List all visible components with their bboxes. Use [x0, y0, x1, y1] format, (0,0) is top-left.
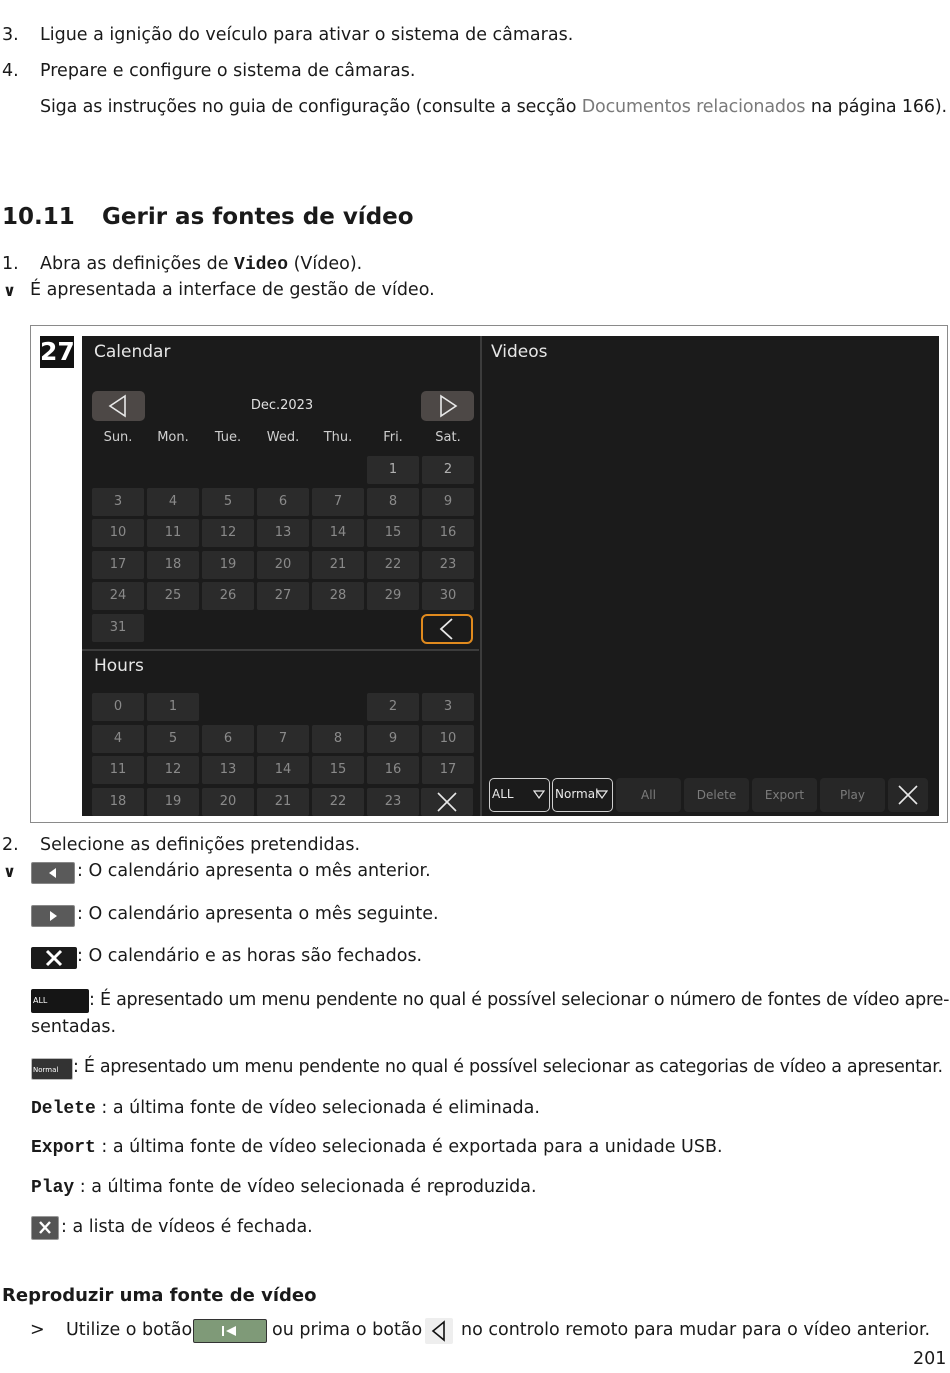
hour-cell[interactable]: 23	[367, 788, 419, 816]
legend-list-close-text: : a lista de vídeos é fechada.	[61, 1217, 313, 1237]
hour-cell[interactable]: 8	[312, 725, 364, 753]
next-month-button[interactable]	[421, 391, 474, 421]
step-4-note	[40, 97, 947, 117]
hour-cell[interactable]: 13	[202, 756, 254, 784]
result-mark: ∨	[3, 281, 16, 300]
figure-27	[30, 325, 948, 823]
calendar-back-button[interactable]	[421, 614, 473, 644]
instruction-mark: >	[30, 1320, 45, 1340]
calendar-day[interactable]: 3	[92, 488, 144, 516]
calendar-day[interactable]: 16	[422, 519, 474, 547]
page-number: 201	[913, 1349, 947, 1369]
legend-delete	[31, 1098, 540, 1119]
triangle-left-icon	[32, 863, 74, 883]
instruction-part1: Utilize o botão	[66, 1320, 193, 1340]
previous-video-legend-icon	[193, 1319, 267, 1343]
close-icon	[32, 1217, 58, 1239]
triangle-right-icon	[421, 391, 474, 421]
hours-title: Hours	[94, 656, 144, 676]
calendar-day[interactable]: 15	[367, 519, 419, 547]
calendar-day[interactable]: 17	[92, 551, 144, 579]
legend-delete-text: : a última fonte de vídeo selecionada é eliminada.	[95, 1098, 540, 1118]
videos-title: Videos	[491, 342, 548, 362]
play-code: Play	[31, 1178, 75, 1198]
subsection-heading: Reproduzir uma fonte de vídeo	[2, 1285, 317, 1306]
count-dropdown-value: ALL	[492, 787, 514, 801]
step-1-text	[40, 254, 362, 275]
calendar-day[interactable]: 19	[202, 551, 254, 579]
figure-number: 27	[40, 337, 75, 366]
step-4-number: 4.	[2, 61, 19, 81]
calendar-day[interactable]: 4	[147, 488, 199, 516]
select-all-button[interactable]: All	[616, 778, 681, 812]
calendar-day[interactable]: 13	[257, 519, 309, 547]
hour-cell[interactable]: 15	[312, 756, 364, 784]
videos-panel	[480, 336, 941, 816]
hour-cell[interactable]: 19	[147, 788, 199, 816]
delete-code: Delete	[31, 1099, 96, 1119]
dropdown-triangle-icon	[533, 790, 545, 799]
weekday-label: Wed.	[266, 430, 300, 445]
prev-month-button[interactable]	[92, 391, 145, 421]
related-documents-link[interactable]: Documentos relacionados	[581, 97, 806, 117]
calendar-day[interactable]: 20	[257, 551, 309, 579]
play-button[interactable]: Play	[820, 778, 885, 812]
chevron-left-icon	[423, 616, 471, 642]
legend-mark: ∨	[3, 862, 16, 881]
hour-cell[interactable]: 16	[367, 756, 419, 784]
legend-normal-text: : É apresentado um menu pendente no qual é possível selecionar as categorias de vídeo a apresentar.	[73, 1057, 943, 1077]
calendar-day[interactable]: 6	[257, 488, 309, 516]
step-2-text: Selecione as definições pretendidas.	[40, 835, 361, 855]
calendar-day[interactable]: 8	[367, 488, 419, 516]
calendar-day[interactable]: 11	[147, 519, 199, 547]
hour-cell[interactable]: 10	[422, 725, 474, 753]
hour-cell[interactable]: 4	[92, 725, 144, 753]
legend-export	[31, 1137, 723, 1158]
result-1-text: É apresentada a interface de gestão de vídeo.	[30, 280, 435, 300]
instruction-part3: no controlo remoto para mudar para o vídeo anterior.	[461, 1320, 931, 1340]
hour-cell[interactable]: 17	[422, 756, 474, 784]
calendar-day[interactable]: 29	[367, 582, 419, 610]
close-icon	[31, 947, 77, 969]
triangle-right-icon	[32, 906, 74, 926]
close-legend-icon	[31, 947, 77, 969]
month-label: Dec.2023	[250, 398, 314, 413]
calendar-day[interactable]: 22	[367, 551, 419, 579]
note-text-after: na página 166).	[805, 97, 947, 117]
note-text-before: Siga as instruções no guia de configuração (consulte a secção	[40, 97, 582, 117]
export-code: Export	[31, 1138, 96, 1158]
video-code: Video	[234, 255, 289, 275]
close-icon	[421, 788, 473, 816]
hour-cell[interactable]: 7	[257, 725, 309, 753]
close-icon	[888, 778, 928, 812]
calendar-day[interactable]: 27	[257, 582, 309, 610]
calendar-panel	[82, 336, 479, 648]
dropdown-triangle-icon	[596, 790, 608, 799]
category-dropdown[interactable]	[552, 778, 613, 812]
hours-panel	[82, 649, 479, 818]
calendar-day[interactable]: 26	[202, 582, 254, 610]
export-button[interactable]: Export	[752, 778, 817, 812]
calendar-day[interactable]: 5	[202, 488, 254, 516]
calendar-day[interactable]: 23	[422, 551, 474, 579]
step-3-number: 3.	[2, 25, 19, 45]
weekday-label: Sun.	[103, 430, 133, 445]
category-dropdown-value: Normal	[555, 787, 599, 801]
skip-previous-icon	[194, 1320, 266, 1342]
hour-cell[interactable]: 21	[257, 788, 309, 816]
hour-cell[interactable]: 11	[92, 756, 144, 784]
calendar-day[interactable]: 31	[92, 614, 144, 642]
triangle-left-icon	[92, 391, 145, 421]
legend-close-text: : O calendário e as horas são fechados.	[77, 946, 423, 966]
hour-cell[interactable]: 1	[147, 693, 199, 721]
calendar-day[interactable]: 9	[422, 488, 474, 516]
section-heading	[2, 204, 414, 230]
calendar-day[interactable]: 28	[312, 582, 364, 610]
hour-cell[interactable]: 22	[312, 788, 364, 816]
legend-play	[31, 1177, 537, 1198]
close-list-legend-icon	[31, 1216, 59, 1240]
step-1-number: 1.	[2, 254, 19, 274]
calendar-day[interactable]: 7	[312, 488, 364, 516]
step-1-before: Abra as definições de	[40, 254, 235, 274]
hour-cell[interactable]: 5	[147, 725, 199, 753]
legend-prev-text: : O calendário apresenta o mês anterior.	[77, 861, 431, 881]
step-1-after: (Vídeo).	[288, 254, 363, 274]
hour-cell[interactable]: 12	[147, 756, 199, 784]
legend-play-text: : a última fonte de vídeo selecionada é reproduzida.	[74, 1177, 537, 1197]
calendar-day[interactable]: 1	[367, 456, 419, 484]
section-title: Gerir as fontes de vídeo	[102, 204, 414, 230]
weekday-label: Sat.	[435, 430, 461, 445]
weekday-label: Tue.	[214, 430, 242, 445]
calendar-day[interactable]: 21	[312, 551, 364, 579]
hour-cell[interactable]: 2	[367, 693, 419, 721]
normal-dropdown-legend-icon: Normal	[31, 1058, 73, 1080]
calendar-day[interactable]: 24	[92, 582, 144, 610]
next-month-legend-icon	[31, 905, 75, 927]
count-dropdown[interactable]	[489, 778, 550, 812]
calendar-day[interactable]: 12	[202, 519, 254, 547]
weekday-label: Mon.	[157, 430, 189, 445]
delete-button[interactable]: Delete	[684, 778, 749, 812]
weekday-label: Thu.	[323, 430, 353, 445]
video-management-screen	[82, 336, 939, 816]
calendar-day[interactable]: 14	[312, 519, 364, 547]
instruction-part2: ou prima o botão	[272, 1320, 423, 1340]
step-4-text: Prepare e configure o sistema de câmaras.	[40, 61, 416, 81]
close-calendar-button[interactable]	[421, 788, 473, 816]
legend-export-text: : a última fonte de vídeo selecionada é exportada para a unidade USB.	[95, 1137, 723, 1157]
hour-cell[interactable]: 18	[92, 788, 144, 816]
weekday-label: Fri.	[383, 430, 403, 445]
section-number: 10.11	[2, 204, 75, 230]
hour-cell[interactable]: 6	[202, 725, 254, 753]
legend-all-text-line1: : É apresentado um menu pendente no qual é possível selecionar o número de fontes de vídeo apre-	[89, 990, 950, 1010]
hour-cell[interactable]: 9	[367, 725, 419, 753]
close-video-list-button[interactable]	[888, 778, 928, 812]
hour-cell[interactable]: 3	[422, 693, 474, 721]
remote-back-legend-icon	[425, 1318, 453, 1344]
all-dropdown-legend-icon: ALL	[31, 989, 89, 1013]
triangle-left-icon	[425, 1318, 453, 1344]
step-2-number: 2.	[2, 835, 19, 855]
calendar-day[interactable]: 2	[422, 456, 474, 484]
calendar-title: Calendar	[94, 342, 171, 362]
calendar-day[interactable]: 18	[147, 551, 199, 579]
calendar-day[interactable]: 25	[147, 582, 199, 610]
legend-next-text: : O calendário apresenta o mês seguinte.	[77, 904, 439, 924]
hour-cell[interactable]: 0	[92, 693, 144, 721]
hour-cell[interactable]: 14	[257, 756, 309, 784]
legend-all-text-line2: sentadas.	[31, 1017, 117, 1037]
calendar-day[interactable]: 30	[422, 582, 474, 610]
step-3-text: Ligue a ignição do veículo para ativar o sistema de câmaras.	[40, 25, 574, 45]
hour-cell[interactable]: 20	[202, 788, 254, 816]
prev-month-legend-icon	[31, 862, 75, 884]
calendar-day[interactable]: 10	[92, 519, 144, 547]
